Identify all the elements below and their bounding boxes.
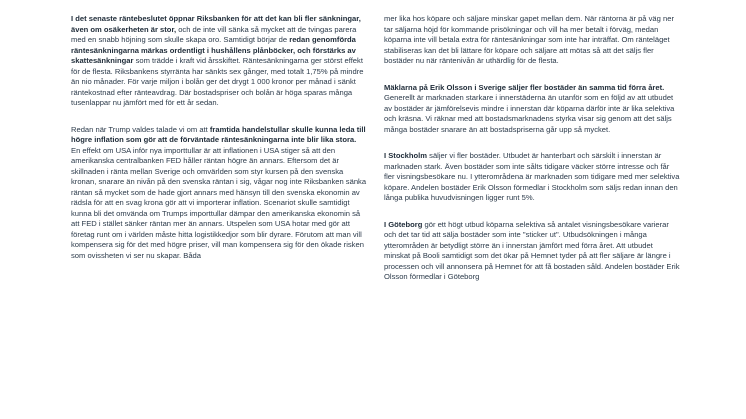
- bold-rantesankningar: redan genomförda räntesänkningarna märkas ordentligt i hushållens plånböcker, och förstärks av skattesänkningar: [71, 35, 356, 65]
- text-riksbanken-1: och de inte vill sänka så mycket att de tvingas parera med en snabb höjning som skulle skapa oro. Samtidigt börjar de: [71, 24, 357, 44]
- left-column: [71, 14, 367, 272]
- paragraph-trump: [71, 125, 367, 262]
- right-column: [384, 14, 680, 294]
- bold-maklarna: Mäklarna på Erik Olsson i Sverige säljer fler bostäder än samma tid förra året.: [384, 82, 665, 92]
- paragraph-stockholm: [384, 151, 680, 204]
- paragraph-goteborg: [384, 220, 680, 283]
- text-kopare-saljare: mer lika hos köpare och säljare minskar gapet mellan dem. När räntorna är på väg ner tar säljarna höjd för kommande prisökningar och vill ha mer betalt i förväg, medan köparna inte vill betala extra för räntesänkningar som inte har inträffat. Om ränteläget stabiliseras kan det bli lättare för köpare och säljare att mötas så att det säljs fler bostäder nu när räntenivån är uthärdlig för de flesta.: [384, 14, 674, 65]
- text-trump-2: En effekt om USA inför nya importtullar är att inflationen i USA stiger så att den amerikanska centralbanken FED håller räntan högre än annars. Eftersom det är skillnaden i ränta mellan Sverige och omvärlden som styr kursen på den svenska kronan, snarare än nivån på den svenska räntan i sig, vågar nog inte Riksbanken sänka räntan så mycket som de hade gjort annars med hänsyn till den svenska ekonomin av rädsla för att en svag krona gör att vi importerar inflation. Scenariot skulle samtidigt kunna bli det omvända om Trumps importtullar dämpar den amerikanska ekonomin så att FED i stället sänker räntan mer än annars. Utspelen som USA hotar med gör att företag runt om i världen måste hitta logistikkedjor som blir dyrare. Förutom att man vill kompensera sig för det med högre priser, vill man kompensera sig för den ökade risken som ovissheten vi ser nu skapar. Båda: [71, 145, 367, 260]
- paragraph-kopare-saljare: [384, 14, 680, 67]
- paragraph-maklarna: [384, 83, 680, 136]
- lead-riksbanken: I det senaste räntebeslutet öppnar Riksbanken för att det kan bli fler sänkningar, även om osäkerheten är stor,: [71, 14, 361, 34]
- bold-goteborg: I Göteborg: [384, 219, 423, 229]
- text-riksbanken-2: som trädde i kraft vid årsskiftet. Räntesänkningarna ger störst effekt för de flesta. Riksbankens styrränta har sänkts sex gånger, med totalt 1,75% på mindre än nio månader. För varje miljon i bolån ger det drygt 1 000 kronor per månad i sänkt räntekostnad efter ränteavdrag. Där bostadspriser och bolån är höga sparas många tusenlappar nu jämfört med för ett år sedan.: [71, 56, 364, 107]
- text-goteborg: gör ett högt utbud köparna selektiva så antalet visningsbesökare varierar och det tar tid att sälja bostäder som inte "sticker ut". Utbudsökningen i många ytterområden är betydligt större än i innerstan jämfört med förra året. Att utbudet minskat på Booli samtidigt som det ökar på Hemnet tyder på att fler säljare är längre i processen och vill annonsera på Hemnet för att få bostaden såld. Andelen bostäder Erik Olsson förmedlar i Göteborg: [384, 219, 680, 281]
- text-stockholm: säljer vi fler bostäder. Utbudet är hanterbart och särskilt i innerstan är marknaden stark. Även bostäder som inte sålts tidigare väcker större intresse och får fler visningsbesökare nu. I ytterområdena är marknaden som tidigare med mer selektiva köpare. Andelen bostäder Erik Olsson förmedlar i Stockholm som säljs redan innan den långa publika huvudvisningen ligger runt 5%.: [384, 151, 680, 202]
- text-trump-1: Redan när Trump valdes talade vi om att: [71, 124, 210, 134]
- paragraph-riksbanken: [71, 14, 367, 109]
- bold-handelstullar: framtida handelstullar skulle kunna leda till högre inflation som gör att de förväntade räntesänkningarna inte blir lika stora.: [71, 124, 366, 144]
- bold-stockholm: I Stockholm: [384, 151, 428, 160]
- text-maklarna: Generellt är marknaden starkare i innerstäderna än utanför som en följd av att utbudet av bostäder är jämförelsevis mindre i innerstan där köparna därför inte är lika selektiva och kräsna. Vi räknar med att bostadsmarknadens styrka visar sig genom att det säljs många bostäder snarare än att bostadspriserna går upp så mycket.: [384, 93, 675, 134]
